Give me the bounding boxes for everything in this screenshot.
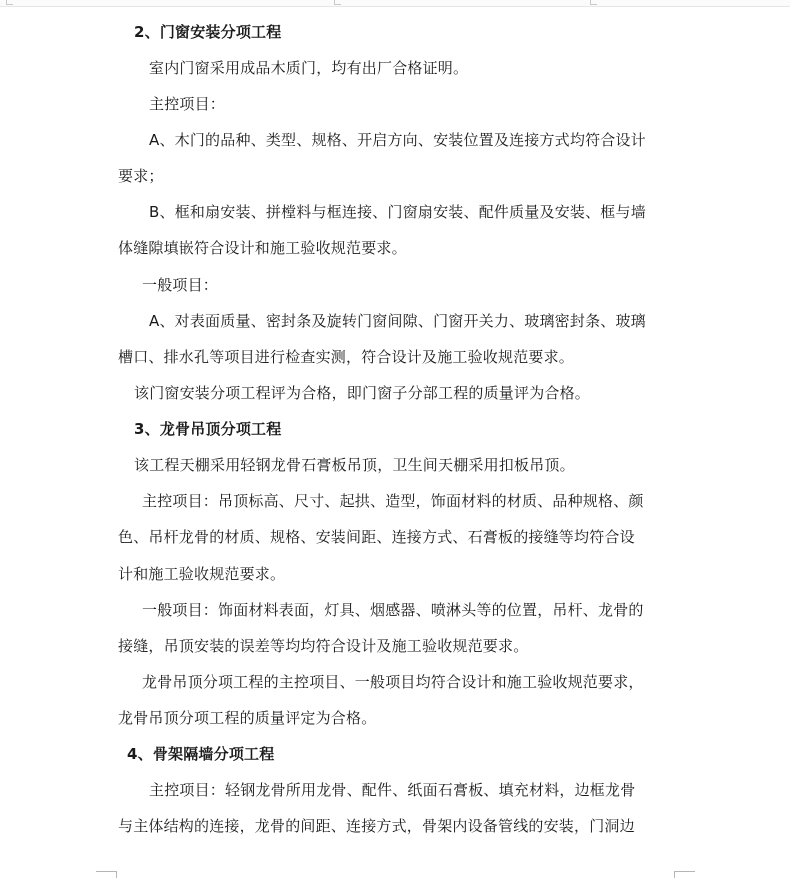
paragraph-line: B、框和扇安装、拼樘料与框连接、门窗扇安装、配件质量及安装、框与墙 [149, 203, 646, 221]
margin-corner-mark [674, 871, 695, 878]
paragraph-line: 计和施工验收规范要求。 [118, 565, 286, 583]
paragraph-line: 龙骨吊顶分项工程的主控项目、一般项目均符合设计和施工验收规范要求， [142, 673, 644, 691]
paragraph-line: A、对表面质量、密封条及旋转门窗间隙、门窗开关力、玻璃密封条、玻璃 [149, 312, 646, 330]
page-top-edge [0, 0, 790, 7]
paragraph-line: 一般项目： [142, 276, 219, 294]
paragraph-line: 主控项目： [149, 95, 226, 113]
paragraph-line: 与主体结构的连接，龙骨的间距、连接方式，骨架内设备管线的安装，门洞边 [118, 817, 635, 835]
paragraph-line: 槽口、排水孔等项目进行检查实测，符合设计及施工验收规范要求。 [118, 348, 575, 366]
section-heading-doors-windows: 2、门窗安装分项工程 [134, 23, 282, 41]
paragraph-line: 一般项目：饰面材料表面，灯具、烟感器、喷淋头等的位置，吊杆、龙骨的 [142, 601, 644, 619]
paragraph-line: 主控项目：轻钢龙骨所用龙骨、配件、纸面石膏板、填充材料，边框龙骨 [149, 781, 636, 799]
margin-mark [6, 0, 13, 5]
paragraph-line: 色、吊杆龙骨的材质、规格、安装间距、连接方式、石膏板的接缝等均符合设 [118, 528, 635, 546]
section-heading-partition: 4、骨架隔墙分项工程 [127, 745, 275, 763]
paragraph-line: 室内门窗采用成品木质门，均有出厂合格证明。 [149, 59, 469, 77]
paragraph-line: 接缝，吊顶安装的误差等均均符合设计及施工验收规范要求。 [118, 637, 529, 655]
margin-corner-mark [96, 871, 117, 878]
section-heading-ceiling: 3、龙骨吊顶分项工程 [134, 420, 282, 438]
paragraph-line: 龙骨吊顶分项工程的质量评定为合格。 [118, 709, 377, 727]
paragraph-line: 该门窗安装分项工程评为合格，即门窗子分部工程的质量评为合格。 [134, 384, 591, 402]
paragraph-line: 主控项目：吊顶标高、尺寸、起拱、造型，饰面材料的材质、品种规格、颜 [142, 492, 644, 510]
margin-mark [590, 0, 597, 5]
paragraph-line: A、木门的品种、类型、规格、开启方向、安装位置及连接方式均符合设计 [149, 131, 646, 149]
margin-mark [334, 0, 341, 5]
paragraph-line: 要求； [118, 167, 164, 185]
paragraph-line: 该工程天棚采用轻钢龙骨石膏板吊顶，卫生间天棚采用扣板吊顶。 [134, 456, 575, 474]
paragraph-line: 体缝隙填嵌符合设计和施工验收规范要求。 [118, 239, 407, 257]
